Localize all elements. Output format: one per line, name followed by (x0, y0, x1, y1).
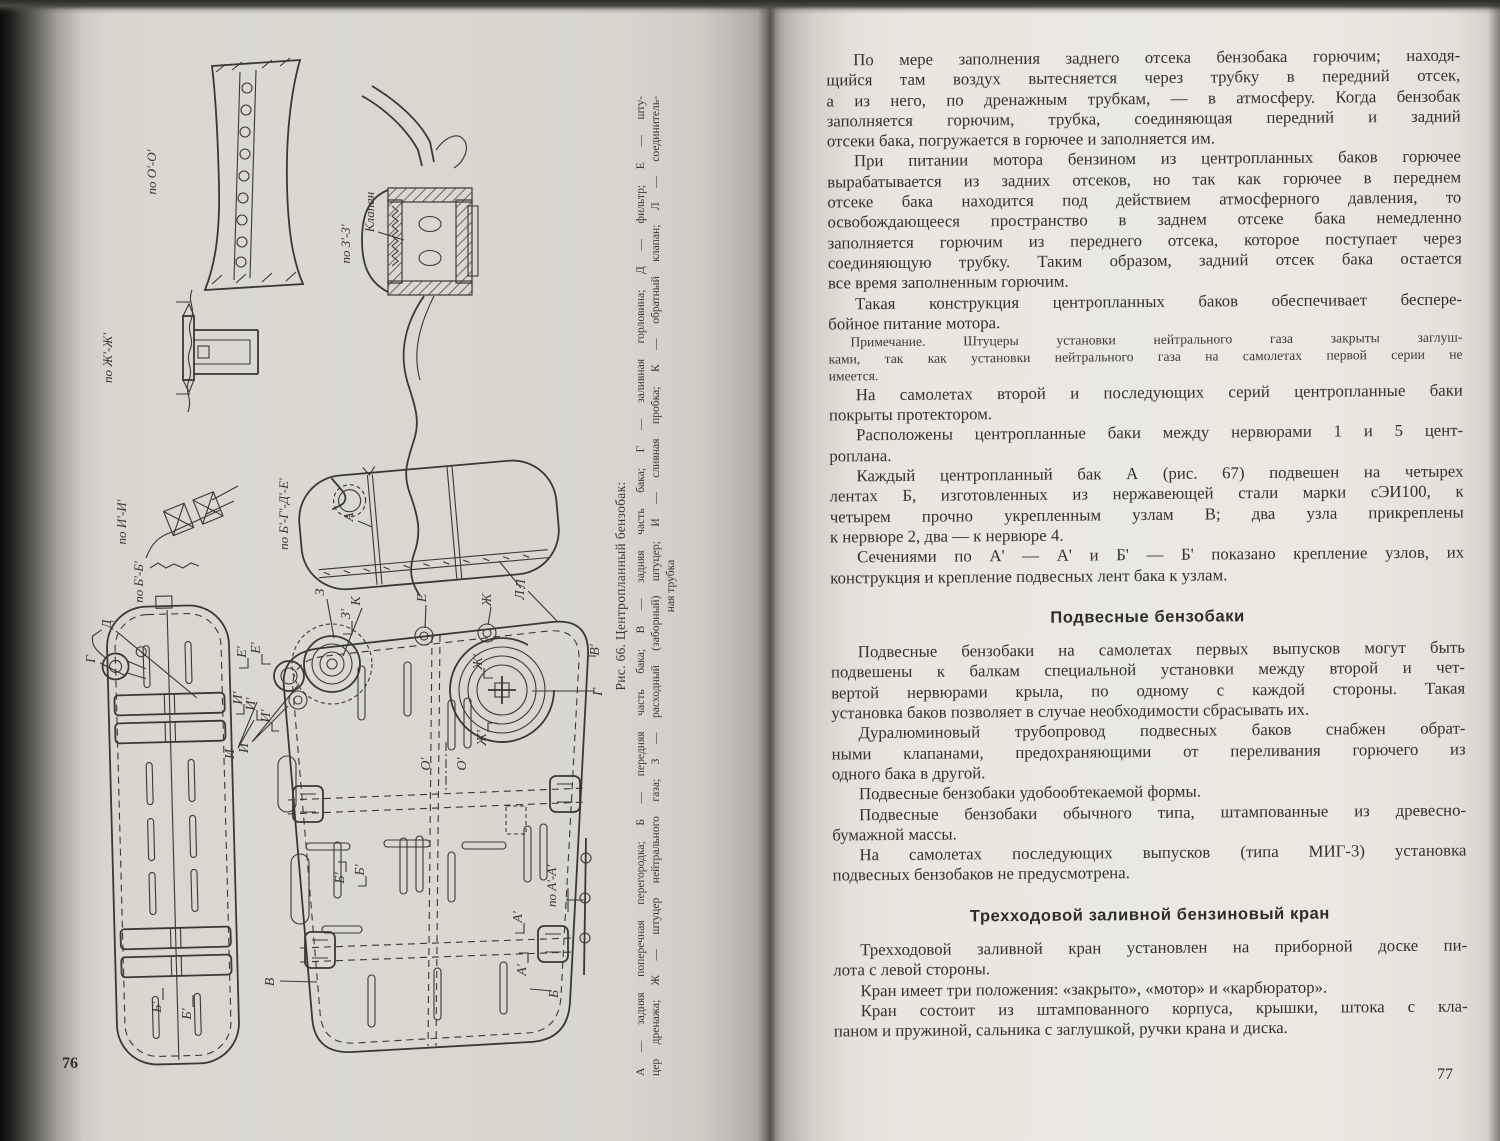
part-letter: Б (547, 989, 562, 999)
text-line: Подвесные бензобаки удобообтекаемой формы. (858, 781, 1201, 804)
text-line: отсеке бака находится под действием атмосферного давления, то (827, 187, 1462, 212)
side-view-drawing (295, 451, 562, 596)
text-line: Расположены центропланные баки между нервюрами 1 и 5 цент- (856, 420, 1464, 445)
part-letter: Л (514, 579, 529, 589)
paragraph (827, 147, 1462, 294)
left-page-number: 76 (62, 1055, 78, 1072)
part-letter: А (342, 512, 357, 522)
text-line: роплана. (829, 445, 892, 466)
right-page-text (826, 46, 1468, 1042)
part-letter: И' (244, 697, 259, 711)
text-line: На самолетах последующих выпусков (типа МИГ-3) установка (859, 840, 1467, 865)
part-letter: З (313, 588, 328, 596)
part-letter: Б' (180, 1008, 195, 1020)
paragraph (830, 543, 1464, 589)
section-heading: Трехходовой заливной бензиновый кран (969, 904, 1330, 926)
text-line: одного бака в другой. (831, 763, 986, 784)
text-line: Примечание. Штуцеры установки нейтрального газа закрыты заглуш- (850, 329, 1463, 350)
text-line: щийся там воздух вытесняется через трубку в передний отсек, (826, 65, 1461, 90)
part-letter: Ж' (475, 730, 490, 746)
text-line: При питании мотора бензином из центропланных баков горючее (853, 147, 1462, 171)
gutter-crease (758, 0, 780, 1141)
section-i-i-drawing (146, 486, 238, 558)
section-heading: Подвесные бензобаки (1050, 607, 1245, 627)
section-o-o-drawing (205, 58, 303, 290)
section-label-a: по А'-А' (544, 864, 559, 908)
text-line: заполняется горючим из переднего отсека, которое поступает через (827, 228, 1462, 253)
text-line: четырем прочно укрепленным узлам В; два узла прикреплены (829, 502, 1464, 527)
part-letter: Б' (353, 864, 368, 876)
text-line: ными клапанами, предохраняющими от переливания горючего из (831, 739, 1466, 764)
text-line: покрыты протектором. (828, 404, 993, 425)
paragraph (826, 46, 1461, 152)
part-letter: А' (515, 964, 530, 976)
text-line: заполняется горючим, трубка, соединяющая передний и задний (826, 106, 1461, 131)
text-line: лота с левой стороны. (833, 959, 991, 980)
part-letter: О' (455, 757, 470, 771)
paragraph (832, 800, 1466, 846)
section-label-bgde: по Б'-Г'-Д'-Е' (276, 478, 291, 550)
text-line: ками, так как установки нейтрального газа на самолетах первой серии не (828, 346, 1463, 367)
part-letter: К (349, 596, 364, 606)
part-letter: Е' (249, 642, 264, 654)
text-line: Трехходовой заливной кран установлен на приборной доске пи- (860, 935, 1468, 960)
tank-plan-view (274, 622, 588, 1052)
part-letter: Е' (235, 646, 250, 658)
part-letter: И (237, 742, 252, 754)
part-letter: Б' (150, 1001, 165, 1013)
text-line: бойное питание мотора. (828, 313, 1001, 334)
section-a-a-drawing (566, 838, 591, 975)
note-paragraph (828, 330, 1462, 386)
text-line: отсеки бака, погружается в горючее и заполняется им. (826, 128, 1215, 151)
valve-callout-label: Клапан (362, 191, 377, 233)
section-zh-zh-drawing (176, 290, 258, 412)
text-line: лентах Б, изготовленных из нержавеющей стали марки сЭИ100, к (829, 481, 1464, 506)
part-letter: И (223, 748, 238, 760)
part-letter: А' (511, 911, 526, 923)
figure-caption-legend-line: цер дренажа; Ж — штуцер нейтрального газа; З — расходный (заборный) штуцер; И — сливная пробка; К — обратный клапан; Л — соединитель- (648, 96, 662, 1076)
part-letter: Е (415, 593, 430, 603)
part-letter: Б' (333, 872, 348, 884)
part-letter: И' (259, 709, 274, 723)
part-letter: В' (588, 644, 603, 656)
text-line: освобождающееся пространство в заднем отсеке бака немедленно (827, 207, 1462, 232)
text-line: Каждый центропланный бак А (рис. 67) подвешен на четырех (856, 461, 1464, 486)
text-line: соединяющую трубку. Таким образом, задний отсек бака остается (827, 248, 1462, 273)
right-page-number: 77 (1437, 1066, 1453, 1083)
paragraph (831, 719, 1465, 785)
figure-caption-title: Рис. 66. Центропланный бензобак: (613, 481, 628, 691)
text-line: Кран имеет три положения: «закрыто», «мотор» и «карбюратор». (860, 977, 1328, 1000)
paragraph (828, 289, 1462, 335)
text-line: Подвесные бензобаки на самолетах первых выпусков могут быть (857, 637, 1465, 662)
paragraph (834, 996, 1468, 1042)
text-line: Такая конструкция центропланных баков обеспечивает беспере- (855, 289, 1463, 313)
section-label-i: по И'-И' (114, 499, 129, 545)
part-letter: Г (591, 688, 606, 696)
section-label-z: по З'-З' (338, 224, 353, 264)
section-label-zh: по Ж'-Ж' (100, 333, 115, 383)
text-line: имеется. (828, 368, 879, 384)
text-line: По мере заполнения заднего отсека бензобака горючим; находя- (853, 45, 1461, 70)
part-letter: Л (513, 590, 528, 600)
paragraph (829, 421, 1463, 467)
paragraph (829, 380, 1463, 426)
text-line: вырабатывается из задних отсеков, но так как горючее в переднем (827, 167, 1462, 192)
figure-caption-legend-line: ная трубка (663, 559, 677, 613)
text-line: а из него, по дренажным трубкам, — в атмосферу. Когда бензобак (826, 86, 1461, 111)
text-line: На самолетах второй и последующих серий центропланные баки (855, 380, 1463, 405)
part-letter: В (263, 977, 278, 987)
paragraph (833, 935, 1467, 981)
text-line: вертой нервюрами крыла, по одному с каждой стороны. Такая (831, 678, 1466, 703)
section-z-z-drawing (362, 86, 478, 596)
paragraph (832, 841, 1466, 887)
text-line: Кран состоит из штампованного корпуса, крышки, штока с кла- (860, 996, 1468, 1021)
text-line: Подвесные бензобаки обычного типа, штампованные из древесно- (859, 800, 1467, 824)
text-line: установка баков позволяет в случае необходимости сбрасывать их. (831, 699, 1310, 723)
paragraph (829, 462, 1464, 548)
text-line: все время заполненным горючим. (827, 271, 1069, 293)
part-letter: Д (100, 619, 115, 629)
text-line: Дуралюминовый трубопровод подвесных баков снабжен обрат- (858, 718, 1466, 743)
text-line: подвесных бензобаков не предусмотрена. (832, 863, 1130, 885)
part-letter: Ж (480, 593, 495, 607)
text-line: подвешены к балкам специальной установки между второй и чет- (830, 657, 1466, 682)
section-label-o: по О'-О' (144, 149, 159, 195)
part-letter: Г (84, 655, 99, 663)
section-b-b-squiggle (150, 563, 199, 568)
part-letter: О' (419, 757, 434, 771)
tank-side-elevation (91, 594, 240, 1065)
text-line: конструкция и крепление подвесных лент бака к узлам. (830, 564, 1228, 588)
text-line: паном и пружиной, сальника с заглушкой, ручки крана и диска. (833, 1018, 1288, 1041)
paragraph (831, 638, 1466, 724)
figure-caption-legend-line: А — задняя поперечная перегородка; Б — передняя часть бака; В — задняя часть бака; Г — заливная горловина; Д — фильтр; Е — шту- (634, 96, 647, 1076)
figure-caption (613, 70, 678, 1102)
text-line: Сечениями по А' — А' и Б' — Б' показано крепление узлов, их (857, 542, 1465, 567)
text-line: бумажной массы. (832, 824, 957, 845)
text-line: к нервюре 2, два — к нервюре 4. (829, 525, 1064, 547)
section-label-b: по Б'-Б' (131, 561, 146, 603)
part-letter: И' (231, 691, 246, 705)
book-right-edge (1488, 0, 1500, 1141)
part-letter: Ж' (471, 654, 486, 670)
part-letter: З' (339, 609, 354, 619)
